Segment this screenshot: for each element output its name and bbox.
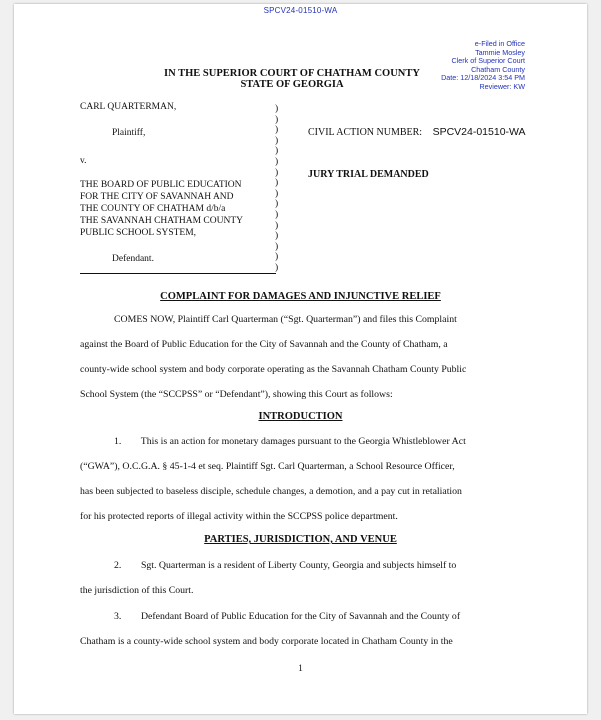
body-line: School System (the “SCCPSS” or “Defendant”), showing this Court as follows: [80, 389, 393, 400]
jury-demand: JURY TRIAL DEMANDED [308, 169, 429, 180]
body-line: COMES NOW, Plaintiff Carl Quarterman (“Sgt. Quarterman”) and files this Complaint [114, 314, 457, 325]
body-line: has been subjected to baseless disciple, schedule changes, a demotion, and a pay cut in retaliation [80, 486, 462, 497]
efile-line: Date: 12/18/2024 3:54 PM [441, 73, 525, 83]
efile-line: Clerk of Superior Court [451, 56, 525, 66]
efile-line: Chatham County [471, 64, 525, 74]
case-number-stamp: SPCV24-01510-WA [263, 6, 338, 15]
court-name: IN THE SUPERIOR COURT OF CHATHAM COUNTY [164, 68, 420, 79]
defendant-line: PUBLIC SCHOOL SYSTEM, [80, 228, 197, 238]
section-heading-parties: PARTIES, JURISDICTION, AND VENUE [204, 534, 397, 545]
body-line: 1. This is an action for monetary damages pursuant to the Georgia Whistleblower Act [114, 436, 466, 447]
defendant-line: THE BOARD OF PUBLIC EDUCATION [80, 180, 242, 190]
civil-action-label: CIVIL ACTION NUMBER: [308, 127, 423, 138]
efile-line: Tammie Mosley [475, 47, 525, 57]
body-line: against the Board of Public Education for the City of Savannah and the County of Chatham, a [80, 339, 448, 350]
caption-parentheses: ) ) ) ) ) ) ) ) ) ) ) ) ) ) ) ) [275, 104, 279, 273]
civil-action-number: SPCV24-01510-WA [432, 126, 526, 138]
court-state: STATE OF GEORGIA [240, 79, 344, 90]
body-line: Chatham is a county-wide school system and body corporate located in Chatham County in the [80, 636, 453, 647]
body-line: (“GWA”), O.C.G.A. § 45-1-4 et seq. Plaintiff Sgt. Carl Quarterman, a School Resource Officer, [80, 461, 455, 472]
body-line: 2. Sgt. Quarterman is a resident of Liberty County, Georgia and subjects himself to [114, 560, 457, 571]
page-number: 1 [298, 664, 303, 674]
defendant-label: Defendant. [112, 254, 154, 264]
court-heading [78, 68, 506, 90]
plaintiff-name: CARL QUARTERMAN, [80, 102, 177, 112]
complaint-title: COMPLAINT FOR DAMAGES AND INJUNCTIVE RELIEF [160, 291, 441, 302]
defendant-line: FOR THE CITY OF SAVANNAH AND [80, 192, 234, 202]
plaintiff-label: Plaintiff, [112, 128, 146, 138]
section-heading-introduction: INTRODUCTION [258, 411, 343, 422]
body-line: 3. Defendant Board of Public Education for the City of Savannah and the County of [114, 611, 461, 622]
body-line: county-wide school system and body corporate operating as the Savannah Chatham County Public [80, 364, 467, 375]
defendant-line: THE COUNTY OF CHATHAM d/b/a [80, 204, 226, 214]
body-line: the jurisdiction of this Court. [80, 585, 194, 596]
efile-line: e-Filed in Office [474, 39, 525, 48]
civil-action [308, 126, 526, 138]
caption-rule [80, 273, 276, 274]
defendant-line: THE SAVANNAH CHATHAM COUNTY [80, 216, 244, 226]
versus: v. [80, 156, 87, 166]
body-line: for his protected reports of illegal activity within the SCCPSS police department. [80, 511, 398, 522]
document-page [14, 4, 587, 714]
efile-line: Reviewer: KW [479, 81, 525, 91]
